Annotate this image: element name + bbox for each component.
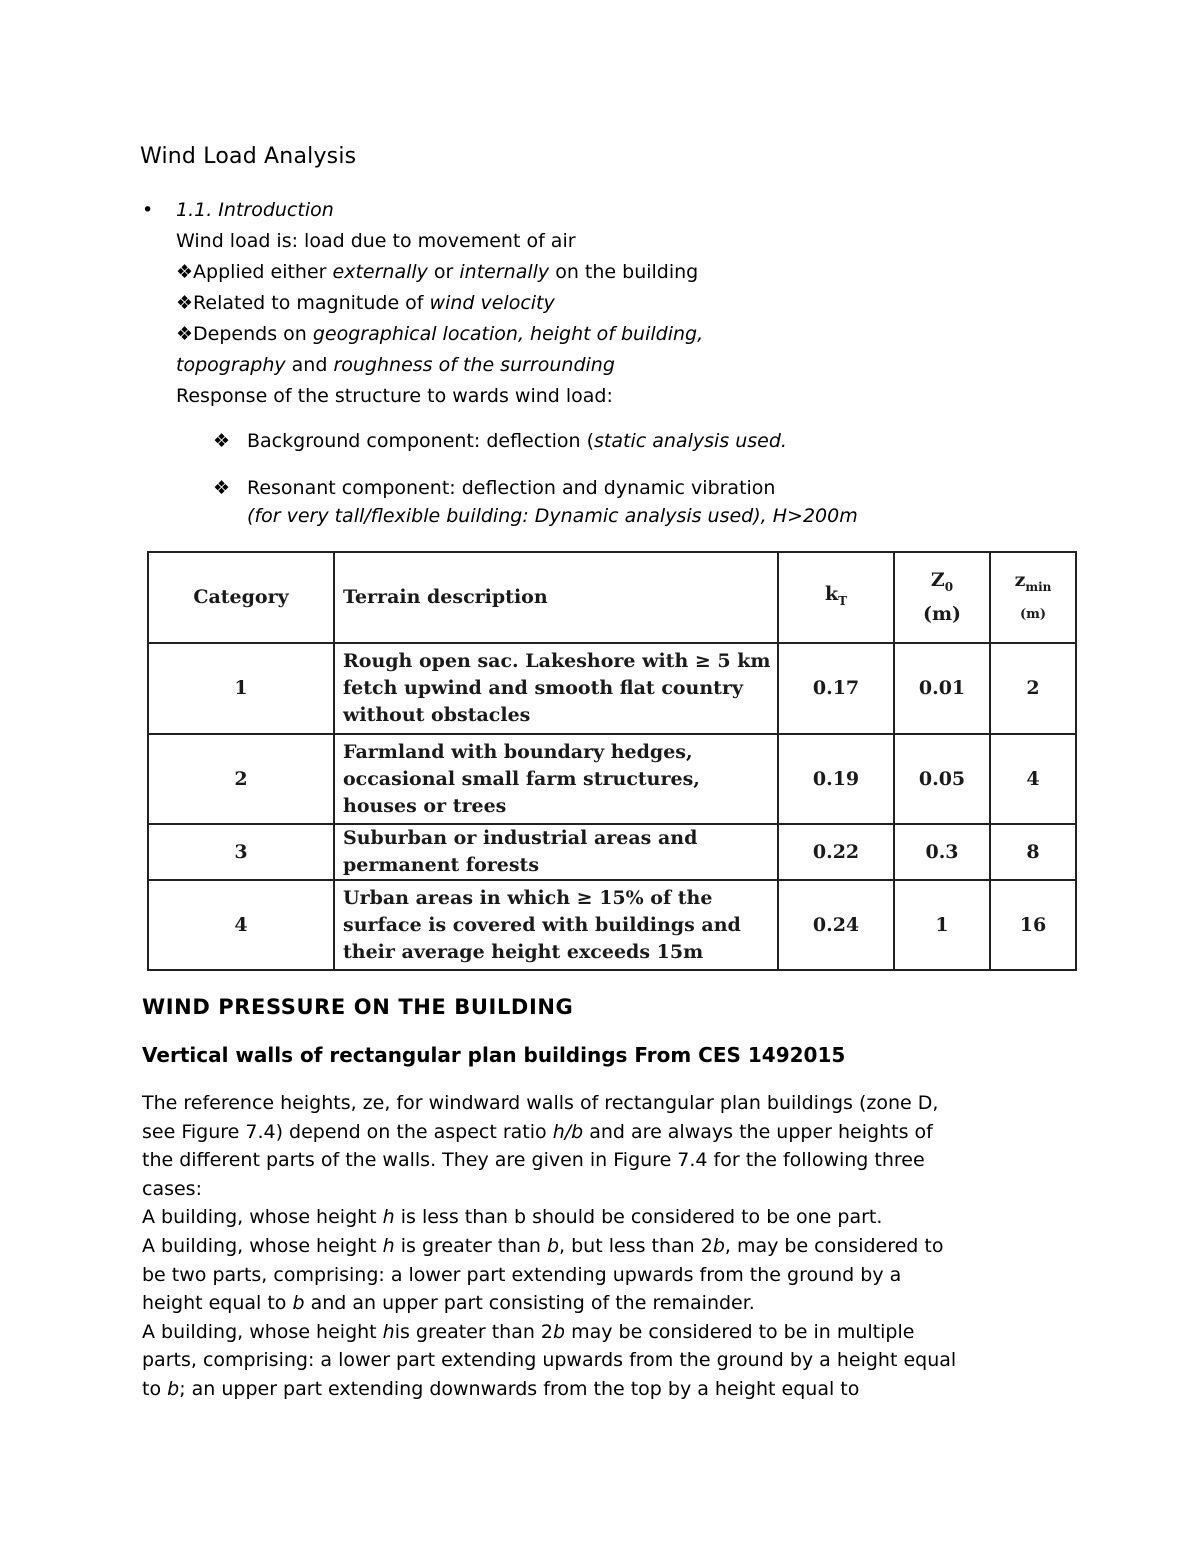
terrain-category-table	[147, 551, 1077, 971]
header-z0: $Z_0$ (m)	[894, 552, 990, 643]
list-item: ❖Applied either externally or internally on the building	[176, 261, 699, 283]
cell-category: 1	[148, 643, 334, 734]
introduction-heading: 1.1. Introduction	[176, 199, 334, 221]
cell-description: Urban areas in which ≥ 15% of the surface is covered with buildings and their average height exceeds 15m	[334, 880, 778, 970]
cell-category: 4	[148, 880, 334, 970]
header-category: Category	[148, 552, 334, 643]
cell-description: Farmland with boundary hedges, occasional small farm structures, houses or trees	[334, 734, 778, 824]
table-row	[148, 643, 1076, 734]
cell-z0: 0.05	[894, 734, 990, 824]
cell-category: 3	[148, 824, 334, 880]
diamond-bullet-icon: ❖	[213, 430, 231, 452]
cell-kt: 0.22	[778, 824, 894, 880]
table-row	[148, 880, 1076, 970]
wind-load-definition: Wind load is: load due to movement of air	[176, 230, 576, 252]
table-row	[148, 824, 1076, 880]
cell-description: Rough open sac. Lakeshore with ≥ 5 km fetch upwind and smooth flat country without obstacles	[334, 643, 778, 734]
diamond-bullet-icon: ❖	[176, 323, 194, 345]
cell-zmin: 8	[990, 824, 1076, 880]
cell-description: Suburban or industrial areas and permanent forests	[334, 824, 778, 880]
header-zmin: $z_{min}$ (m)	[990, 552, 1076, 643]
paragraph: A building, whose height h is greater than b, but less than 2b, may be considered to be two parts, comprising: a lower part extending upwards from the ground by a height equal to b and an upper part consisting of the remainder.	[142, 1234, 944, 1315]
response-heading: Response of the structure to wards wind load:	[176, 385, 613, 407]
page-title: Wind Load Analysis	[140, 144, 357, 169]
cell-category: 2	[148, 734, 334, 824]
sub-heading: Vertical walls of rectangular plan buildings From CES 1492015	[142, 1043, 846, 1067]
cell-kt: 0.24	[778, 880, 894, 970]
paragraph: The reference heights, ze, for windward walls of rectangular plan buildings (zone D, see Figure 7.4) depend on the aspect ratio h/b and are always the upper heights of the different parts of the walls. They are given in Figure 7.4 for the following three cases:	[142, 1092, 939, 1200]
response-item-resonant: ❖ Resonant component: deflection and dynamic vibration (for very tall/flexible building: Dynamic analysis used), H>200m	[213, 474, 858, 530]
bullet-marker: •	[142, 199, 154, 221]
cell-kt: 0.17	[778, 643, 894, 734]
table-header-row	[148, 552, 1076, 643]
paragraph: A building, whose height h is less than b should be considered to be one part.	[142, 1206, 883, 1229]
diamond-bullet-icon: ❖	[176, 292, 194, 314]
response-item-background: ❖ Background component: deflection (static analysis used.	[213, 427, 787, 455]
diamond-bullet-icon: ❖	[176, 261, 194, 283]
list-item: ❖Depends on geographical location, height of building,	[176, 323, 704, 345]
header-terrain-description: Terrain description	[334, 552, 778, 643]
list-item: ❖Related to magnitude of wind velocity	[176, 292, 555, 314]
list-item-continuation: topography and roughness of the surrounding	[176, 354, 615, 376]
paragraph: A building, whose height his greater than 2b may be considered to be in multiple parts, comprising: a lower part extending upwards from the ground by a height equal to b; an upper part extending downwards from the top by a height equal to	[142, 1320, 957, 1400]
cell-zmin: 4	[990, 734, 1076, 824]
cell-zmin: 16	[990, 880, 1076, 970]
introduction-section	[176, 195, 936, 412]
cell-z0: 0.01	[894, 643, 990, 734]
table-row	[148, 734, 1076, 824]
diamond-bullet-icon: ❖	[213, 477, 231, 499]
cell-z0: 1	[894, 880, 990, 970]
cell-z0: 0.3	[894, 824, 990, 880]
cell-zmin: 2	[990, 643, 1076, 734]
body-text	[142, 1089, 962, 1404]
header-kt: $k_T$	[778, 552, 894, 643]
section-heading: WIND PRESSURE ON THE BUILDING	[142, 995, 574, 1019]
cell-kt: 0.19	[778, 734, 894, 824]
